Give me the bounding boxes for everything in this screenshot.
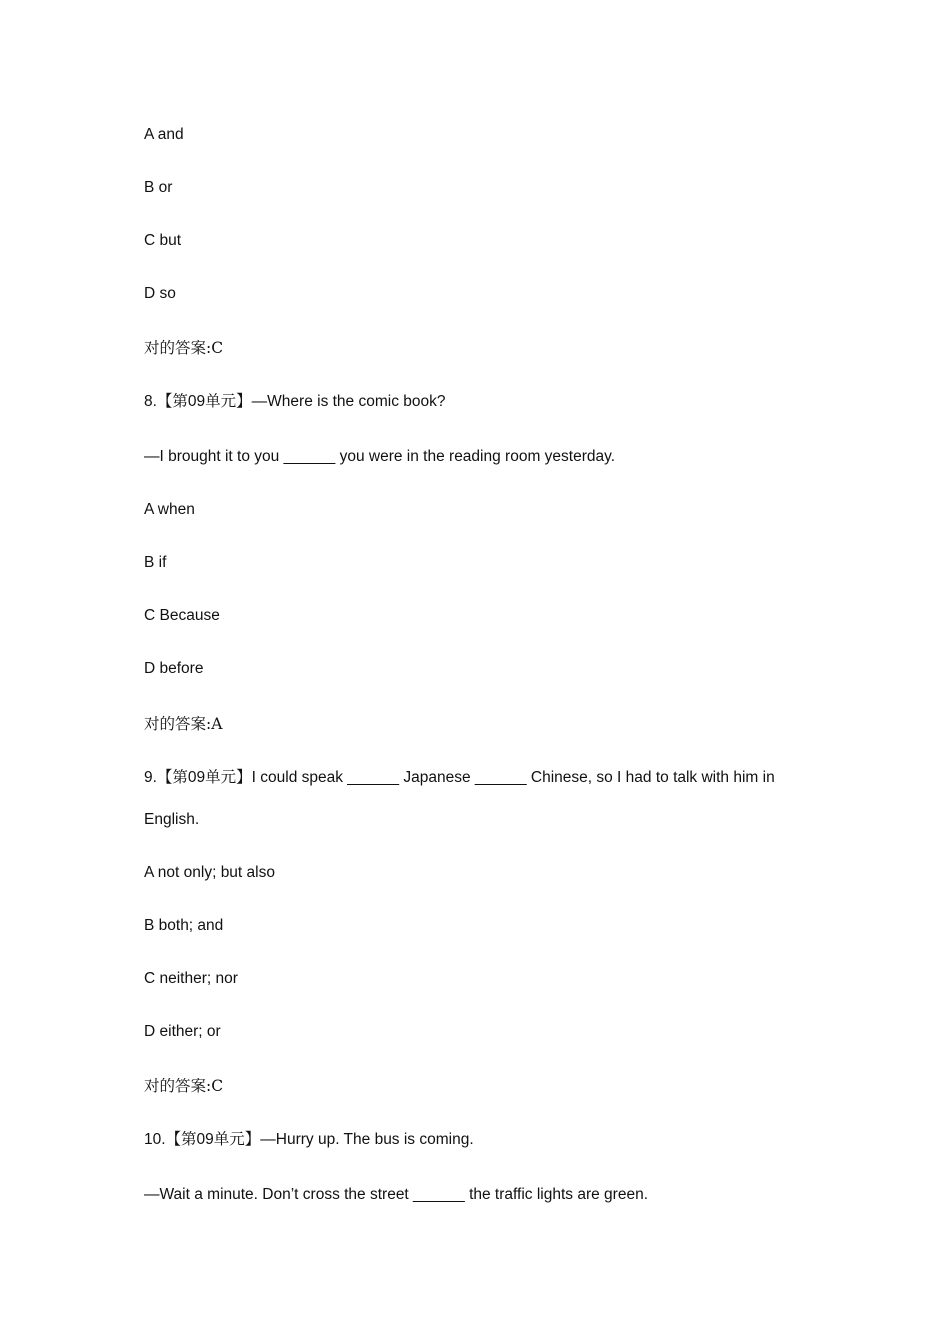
option-d: D before — [144, 660, 204, 677]
option-d: D so — [144, 285, 176, 302]
question-9-continuation: English. — [144, 811, 200, 828]
option-b: B or — [144, 179, 173, 196]
question-10-title: 10.【第09单元】—Hurry up. The bus is coming. — [144, 1131, 474, 1148]
question-8-title: 8.【第09单元】—Where is the comic book? — [144, 393, 446, 410]
question-9-title: 9.【第09单元】I could speak ______ Japanese ______ Chinese, so I had to talk with him in — [144, 769, 775, 786]
correct-answer: 对的答案:C — [144, 1077, 224, 1095]
option-a: A when — [144, 501, 195, 518]
option-c: C neither; nor — [144, 970, 238, 987]
question-10-text: —Wait a minute. Don’t cross the street ______ the traffic lights are green. — [144, 1186, 648, 1203]
question-8-text: —I brought it to you ______ you were in the reading room yesterday. — [144, 448, 616, 465]
option-d: D either; or — [144, 1023, 221, 1040]
option-c: C Because — [144, 607, 220, 624]
correct-answer: 对的答案:C — [144, 339, 224, 357]
option-b: B both; and — [144, 917, 224, 934]
correct-answer: 对的答案:A — [144, 715, 223, 733]
option-a: A and — [144, 126, 184, 143]
option-c: C but — [144, 232, 182, 249]
option-b: B if — [144, 554, 167, 571]
option-a: A not only; but also — [144, 864, 275, 881]
